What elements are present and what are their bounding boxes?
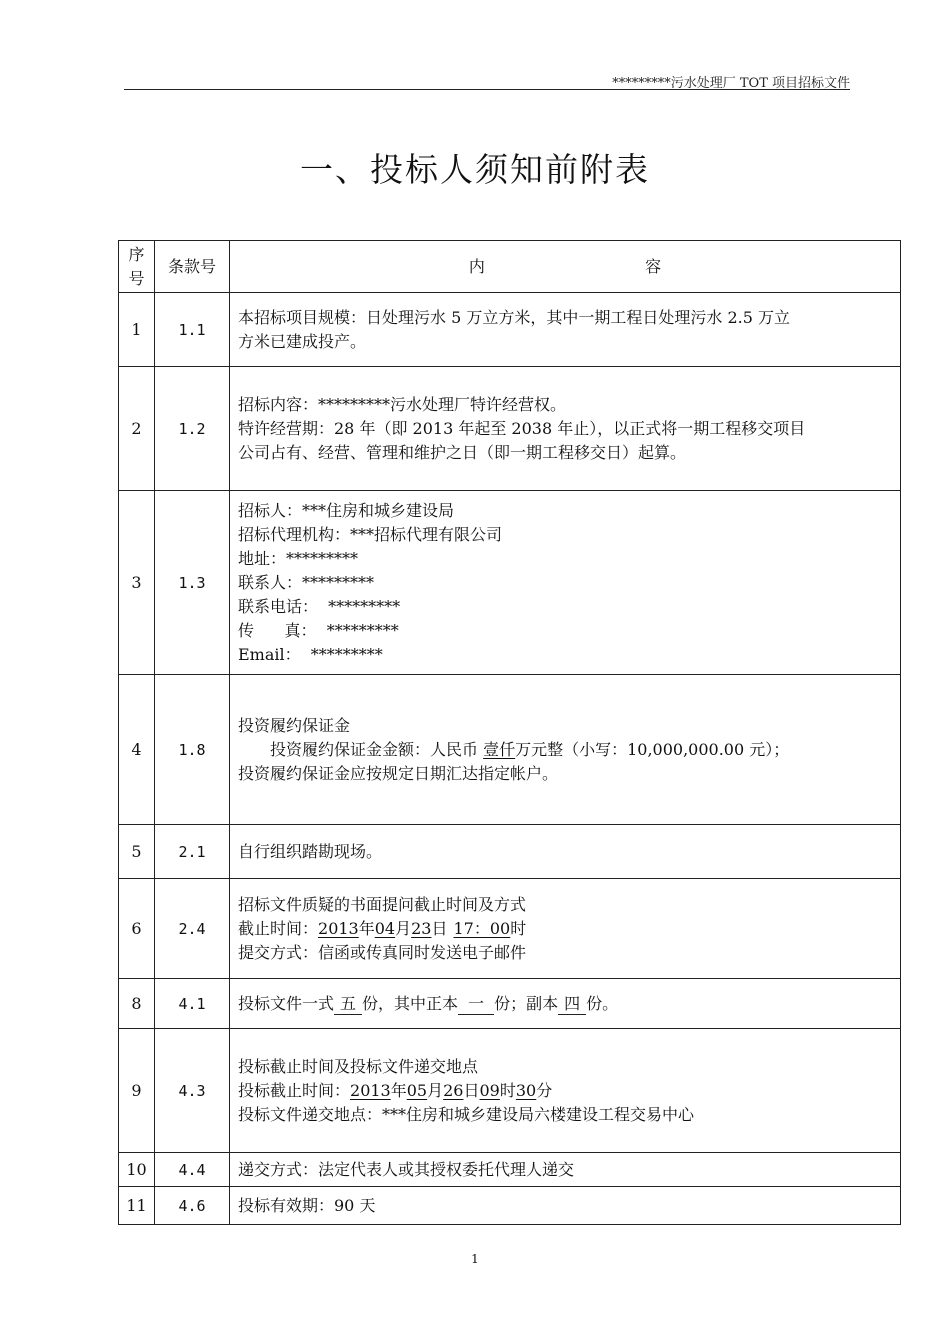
deadline-month: 04 [374, 918, 396, 938]
deadline-day: 23 [411, 918, 432, 938]
table-row [119, 1187, 901, 1225]
copies-line: 投标文件一式 五 份，其中正本 一 份；副本 四 份。 [238, 993, 619, 1013]
row-clause: 1.8 [155, 675, 230, 825]
bidder-instructions-table [118, 240, 901, 1225]
row-clause: 4.4 [155, 1153, 230, 1187]
deadline-month: 05 [406, 1080, 428, 1100]
content-line: 地址：********* [238, 548, 359, 568]
row-seq: 8 [119, 979, 155, 1029]
row-seq: 5 [119, 825, 155, 879]
row-content [230, 879, 901, 979]
content-line: 投资履约保证金 [238, 715, 351, 735]
row-clause: 1.1 [155, 293, 230, 367]
row-content [230, 825, 901, 879]
header-seq [119, 241, 155, 293]
content-line: 联系人：********* [238, 572, 375, 592]
row-clause: 4.3 [155, 1029, 230, 1153]
header-divider [124, 89, 850, 90]
row-content [230, 1029, 901, 1153]
table-header-row [119, 241, 901, 293]
deadline-year: 2013 [318, 918, 359, 938]
row-clause: 4.6 [155, 1187, 230, 1225]
page-number: 1 [471, 1252, 479, 1266]
row-clause: 1.2 [155, 367, 230, 491]
content-line: 公司占有、经营、管理和维护之日（即一期工程移交日）起算。 [238, 442, 687, 462]
deadline-day: 26 [443, 1080, 464, 1100]
content-line: 联系电话： ********* [238, 596, 401, 616]
content-line: 投标截止时间及投标文件递交地点 [238, 1056, 479, 1076]
deadline-line: 投标截止时间：2013年05月26日09时30分 [238, 1080, 553, 1100]
table-row [119, 1153, 901, 1187]
content-line: 自行组织踏勘现场。 [238, 841, 383, 861]
header-content-b: 容 [645, 256, 662, 276]
content-line: 方米已建成投产。 [238, 331, 367, 351]
row-clause: 2.4 [155, 879, 230, 979]
deadline-year: 2013 [350, 1080, 391, 1100]
original-copies: 一 [458, 994, 494, 1015]
content-line: 提交方式：信函或传真同时发送电子邮件 [238, 942, 527, 962]
table-row [119, 825, 901, 879]
content-line: 投资履约保证金金额：人民币 壹仟万元整（小写：10,000,000.00 元）； [270, 739, 790, 759]
row-seq: 10 [119, 1153, 155, 1187]
content-line: 特许经营期：28 年（即 2013 年起至 2038 年止），以正式将一期工程移交项目 [238, 418, 806, 438]
content-line: 投标文件递交地点：***住房和城乡建设局六楼建设工程交易中心 [238, 1104, 695, 1124]
row-content [230, 367, 901, 491]
row-content [230, 1187, 901, 1225]
row-seq: 6 [119, 879, 155, 979]
content-line: 招标人：***住房和城乡建设局 [238, 500, 455, 520]
row-seq: 2 [119, 367, 155, 491]
row-clause: 4.1 [155, 979, 230, 1029]
total-copies: 五 [334, 994, 362, 1015]
table-row [119, 293, 901, 367]
deadline-hour: 09 [479, 1080, 500, 1100]
table-row [119, 675, 901, 825]
page-title: 一、投标人须知前附表 [300, 150, 650, 189]
row-seq: 9 [119, 1029, 155, 1153]
content-line: 投资履约保证金应按规定日期汇达指定帐户。 [238, 763, 559, 783]
header-seq-label: 序号 [128, 244, 145, 288]
table-row [119, 1029, 901, 1153]
table-row [119, 879, 901, 979]
deadline-line: 截止时间：2013年04月23日 17：00时 [238, 918, 527, 938]
row-content [230, 675, 901, 825]
row-clause: 2.1 [155, 825, 230, 879]
document-header: *********污水处理厂 TOT 项目招标文件 [612, 76, 850, 91]
deadline-time: 17：00 [453, 918, 511, 938]
content-line: 投标有效期：90 天 [238, 1195, 376, 1215]
content-line: 传 真： ********* [238, 620, 399, 640]
header-clause: 条款号 [155, 241, 230, 293]
content-line: Email： ********* [238, 644, 383, 664]
row-content [230, 979, 901, 1029]
content-line: 招标内容：*********污水处理厂特许经营权。 [238, 394, 567, 414]
row-content [230, 1153, 901, 1187]
row-seq: 1 [119, 293, 155, 367]
content-line: 招标文件质疑的书面提问截止时间及方式 [238, 894, 527, 914]
row-seq: 4 [119, 675, 155, 825]
content-line: 本招标项目规模：日处理污水 5 万立方米，其中一期工程日处理污水 2.5 万立 [238, 307, 790, 327]
row-seq: 3 [119, 491, 155, 675]
row-content [230, 293, 901, 367]
content-line: 递交方式：法定代表人或其授权委托代理人递交 [238, 1159, 575, 1179]
row-content [230, 491, 901, 675]
amount-field: 壹仟 [483, 739, 516, 759]
deadline-minute: 30 [515, 1080, 537, 1100]
table-row [119, 367, 901, 491]
header-content-a: 内 [468, 256, 485, 276]
row-seq: 11 [119, 1187, 155, 1225]
header-content [230, 241, 901, 293]
content-line: 招标代理机构：***招标代理有限公司 [238, 524, 503, 544]
duplicate-copies: 四 [558, 994, 586, 1015]
table-row [119, 979, 901, 1029]
row-clause: 1.3 [155, 491, 230, 675]
table-row [119, 491, 901, 675]
